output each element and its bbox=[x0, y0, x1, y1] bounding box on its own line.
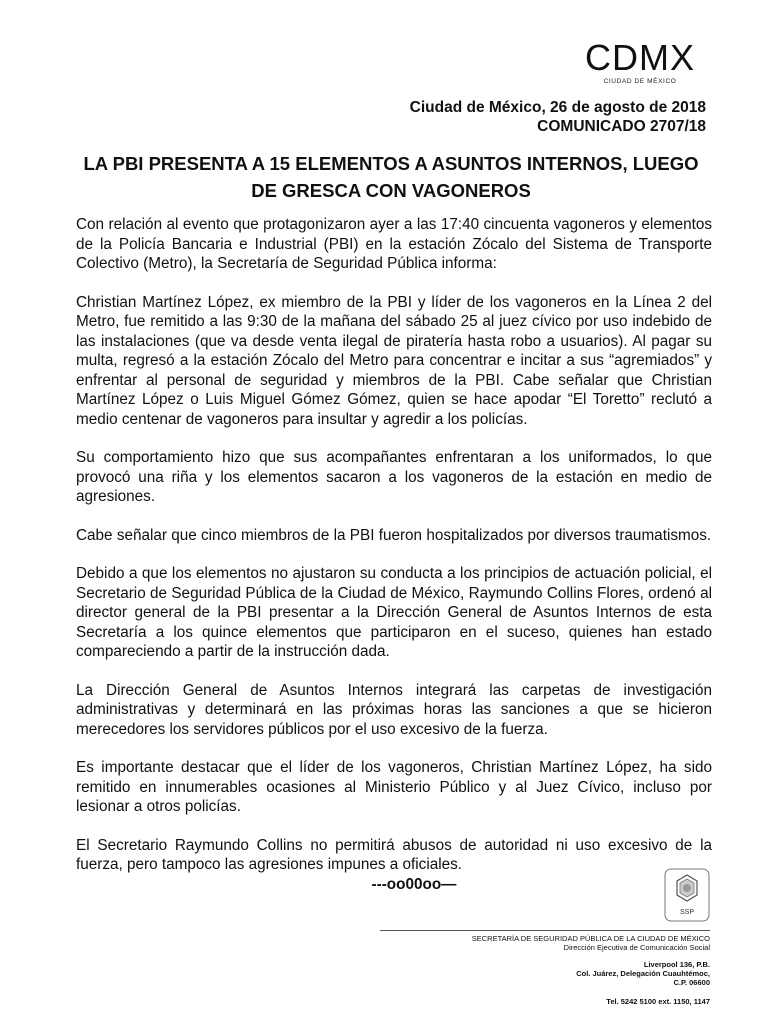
paragraph: Debido a que los elementos no ajustaron su conducta a los principios de actuación policial, el Secretario de Seguridad Pública de la Ciudad de México, Raymundo Collins Flores, ordenó al director general de la PBI presentar a la Dirección General de Asuntos Internos de esta Secretaría a los quince elementos que participaron en el suceso, quienes han estado compareciendo a partir de la instrucción dada. bbox=[76, 565, 712, 660]
footer-dept: Dirección Ejecutiva de Comunicación Social bbox=[563, 943, 710, 952]
cdmx-logo bbox=[570, 38, 710, 85]
paragraph: Christian Martínez López, ex miembro de la PBI y líder de los vagoneros en la Línea 2 del Metro, fue remitido a las 9:30 de la mañana del sábado 25 al juez cívico por uso indebido de las instalaciones (que va desde venta ilegal de piratería hasta robo a usuarios). Al pagar su multa, regresó a la estación Zócalo del Metro para concentrar e incitar a sus “agremiados” y enfrentar al personal de seguridad y miembros de la PBI. Cabe señalar que Christian Martínez López o Luis Miguel Gómez Gómez, quien se hace apodar “El Toretto” reclutó a medio centenar de vagoneros para insultar y agredir a los policías. bbox=[76, 293, 712, 428]
footer-address-line-1: Liverpool 136, P.B. bbox=[643, 960, 710, 969]
headline-line-1: LA PBI PRESENTA A 15 ELEMENTOS A ASUNTOS INTERNOS, LUEGO bbox=[83, 153, 699, 174]
paragraph: Es importante destacar que el líder de los vagoneros, Christian Martínez López, ha sido remitido en innumerables ocasiones al Ministerio Público y al Juez Cívico, incluso por lesionar a otros policías. bbox=[76, 759, 712, 815]
paragraph: El Secretario Raymundo Collins no permitirá abusos de autoridad ni uso excesivo de la fuerza, pero tampoco las agresiones impunes a oficiales. bbox=[76, 836, 712, 873]
footer-address-line-2: Col. Juárez, Delegación Cuauhtémoc, bbox=[576, 969, 710, 978]
dateline bbox=[410, 98, 706, 136]
seal-text: SSP bbox=[679, 909, 695, 916]
end-separator: ---oo00oo— bbox=[371, 875, 457, 893]
release-number: COMUNICADO 2707/18 bbox=[537, 118, 706, 135]
logo-subtext: CIUDAD DE MÉXICO bbox=[603, 78, 677, 85]
headline bbox=[60, 150, 722, 204]
footer bbox=[380, 930, 710, 1006]
footer-address-line-3: C.P. 06600 bbox=[673, 978, 710, 987]
paragraph: Su comportamiento hizo que sus acompañantes enfrentaran a los uniformados, lo que provocó una riña y los elementos sacaron a los vagoneros de la estación en medio de agresiones. bbox=[76, 449, 712, 505]
date-line: Ciudad de México, 26 de agosto de 2018 bbox=[409, 99, 706, 116]
paragraph: La Dirección General de Asuntos Internos integrará las carpetas de investigación administrativas y determinará en las próximas horas las sanciones a que se hicieron merecedores los servidores públicos por el uso excesivo de la fuerza. bbox=[76, 681, 712, 738]
footer-phone: Tel. 5242 5100 ext. 1150, 1147 bbox=[606, 997, 710, 1006]
paragraph: Cabe señalar que cinco miembros de la PBI fueron hospitalizados por diversos traumatismos. bbox=[76, 526, 712, 544]
paragraph: Con relación al evento que protagonizaron ayer a las 17:40 cincuenta vagoneros y elementos de la Policía Bancaria e Industrial (PBI) en la estación Zócalo del Sistema de Transporte Colectivo (Metro), la Secretaría de Seguridad Pública informa: bbox=[76, 216, 712, 272]
footer-org: SECRETARÍA DE SEGURIDAD PÚBLICA DE LA CIUDAD DE MÉXICO bbox=[380, 930, 710, 943]
body-text bbox=[76, 215, 712, 894]
logo-text: CDMX bbox=[585, 37, 695, 78]
ssp-seal-icon bbox=[664, 868, 710, 922]
headline-line-2: DE GRESCA CON VAGONEROS bbox=[251, 180, 531, 201]
